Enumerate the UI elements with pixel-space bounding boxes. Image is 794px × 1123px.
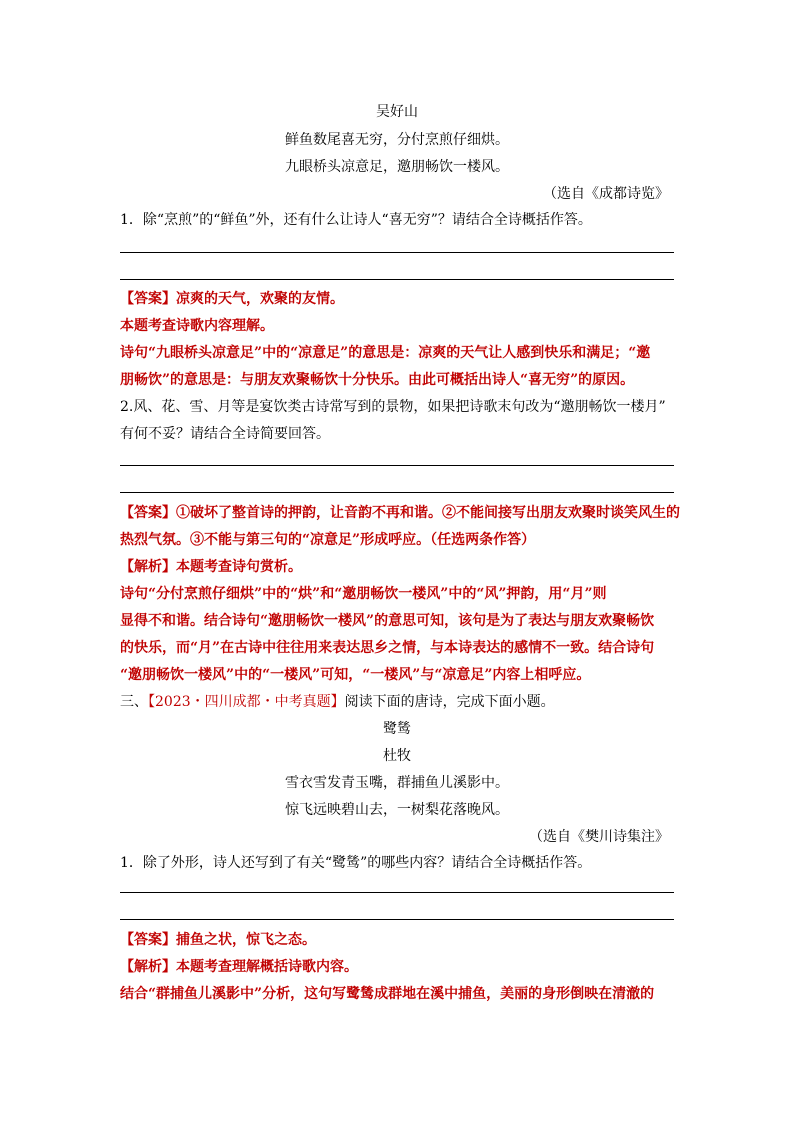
poem1-author: 吴好山 [376, 104, 418, 120]
q2-question-2: 有何不妥？请结合全诗简要回答。 [120, 426, 330, 442]
answer-line [120, 465, 674, 466]
q1-explain-2: 朋畅饮”的意思是：与朋友欢聚畅饮十分快乐。由此可概括出诗人“喜无穷”的原因。 [120, 372, 635, 388]
answer-line [120, 252, 674, 253]
answer-line [120, 492, 674, 493]
poem2-author: 杜牧 [383, 748, 411, 764]
q2-answer-2: 热烈气氛。③不能与第三句的“凉意足”形成呼应。（任选两条作答） [120, 532, 536, 548]
analysis-tag: 【解析】 [120, 959, 176, 975]
poem2-line2: 惊飞远映碧山去，一树梨花落晚风。 [285, 802, 509, 818]
q3-analysis-head [120, 957, 358, 977]
q3-analysis-1: 结合“群捕鱼儿溪影中”分析，这句写鹭鸶成群地在溪中捕鱼，美丽的身形倒映在清澈的 [120, 986, 655, 1002]
section3-heading [120, 692, 555, 712]
poem1-line1: 鲜鱼数尾喜无穷，分付烹煎仔细烘。 [285, 132, 509, 148]
answer-line [120, 279, 674, 280]
answer-line [120, 919, 674, 920]
analysis-text: 本题考查理解概括诗歌内容。 [176, 959, 358, 975]
analysis-tag: 【解析】 [120, 559, 176, 575]
q2-answer-1 [120, 503, 680, 523]
answer-text: 捕鱼之状，惊飞之态。 [176, 932, 316, 948]
q1-answer [120, 289, 344, 309]
poem2-line1: 雪衣雪发青玉嘴，群捕鱼儿溪影中。 [285, 775, 509, 791]
q1-explain-1: 诗句“九眼桥头凉意足”中的“凉意足”的意思是：凉爽的天气让人感到快乐和满足；“邀 [120, 345, 651, 361]
answer-text: 凉爽的天气，欢聚的友情。 [176, 291, 344, 307]
q3-question: 1．除了外形，诗人还写到了有关“鹭鸶”的哪些内容？请结合全诗概括作答。 [120, 855, 592, 871]
q3-answer [120, 930, 316, 950]
q2-analysis-4: “邀朋畅饮一楼风”中的“一楼风”可知，“一楼风”与“凉意足”内容上相呼应。 [120, 667, 591, 683]
poem2-source: （选自《樊川诗集注》 [529, 829, 669, 845]
poem2-title: 鹭鸶 [383, 721, 411, 737]
exam-source-tag: 【2023・四川成都・中考真题】 [148, 694, 345, 710]
section-prefix: 三、 [120, 694, 148, 710]
answer-text: ①破坏了整首诗的押韵，让音韵不再和谐。②不能间接写出朋友欢聚时谈笑风生的 [176, 505, 680, 521]
answer-tag: 【答案】 [120, 291, 176, 307]
q1-note: 本题考查诗歌内容理解。 [120, 318, 274, 334]
q2-analysis-2: 显得不和谐。结合诗句“邀朋畅饮一楼风”的意思可知，该句是为了表达与朋友欢聚畅饮 [120, 613, 655, 629]
answer-tag: 【答案】 [120, 505, 176, 521]
q2-analysis-1: 诗句“分付烹煎仔细烘”中的“烘”和“邀朋畅饮一楼风”中的“风”押韵，用“月”则 [120, 586, 607, 602]
analysis-text: 本题考查诗句赏析。 [176, 559, 302, 575]
poem1-line2: 九眼桥头凉意足，邀朋畅饮一楼风。 [285, 159, 509, 175]
answer-line [120, 892, 674, 893]
q2-analysis-3: 的快乐，而“月”在古诗中往往用来表达思乡之情，与本诗表达的感情不一致。结合诗句 [120, 640, 655, 656]
section-instruction: 阅读下面的唐诗，完成下面小题。 [344, 694, 555, 710]
poem1-source: （选自《成都诗览》 [543, 186, 669, 202]
q2-question-1: 2.风、花、雪、月等是宴饮类古诗常写到的景物，如果把诗歌末句改为“邀朋畅饮一楼月” [120, 399, 666, 415]
answer-tag: 【答案】 [120, 932, 176, 948]
q1-question: 1．除“烹煎”的“鲜鱼”外，还有什么让诗人“喜无穷”？请结合全诗概括作答。 [120, 212, 592, 228]
q2-analysis-head [120, 557, 302, 577]
